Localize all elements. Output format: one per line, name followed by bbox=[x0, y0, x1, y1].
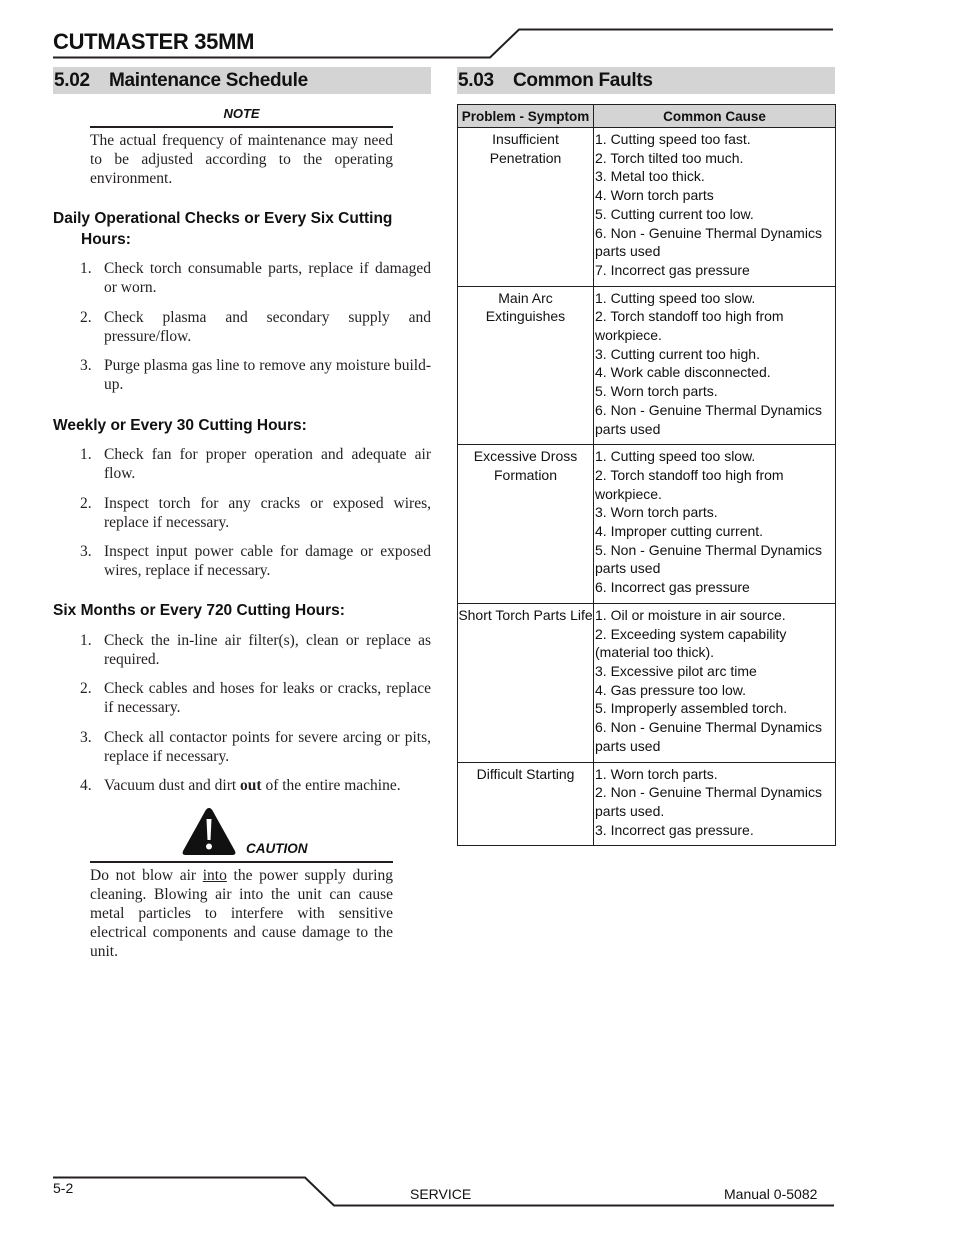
cause-line: 2. Exceeding system capability (material too thick). bbox=[595, 625, 787, 661]
list-item: 2. Inspect torch for any cracks or exposed wires, replace if necessary. bbox=[80, 495, 431, 531]
cause-line: 2. Non - Genuine Thermal Dynamics parts used. bbox=[595, 784, 822, 819]
caution-text: Do not blow air into the power supply during cleaning. Blowing air into the unit can cause metal particles to interfere with sensitive electrical components and cause damage to the unit. bbox=[90, 867, 393, 960]
cause-line: 1. Cutting speed too slow. bbox=[595, 448, 756, 465]
symptom-line: Main Arc bbox=[498, 289, 553, 306]
list-item: 1. Check torch consumable parts, replace if damaged or worn. bbox=[80, 260, 431, 296]
page-number: 5-2 bbox=[53, 1180, 74, 1196]
cause-cell bbox=[594, 603, 836, 762]
cause-line: 5. Improperly assembled torch. bbox=[595, 700, 788, 717]
note-text: The actual frequency of maintenance may need to be adjusted according to the operating environment. bbox=[90, 132, 393, 187]
manual-number: Manual 0-5082 bbox=[724, 1186, 818, 1202]
section-title: Common Faults bbox=[513, 70, 653, 91]
symptom-line: Insufficient bbox=[492, 131, 559, 147]
symptom-cell bbox=[458, 286, 594, 445]
table-row bbox=[458, 445, 836, 604]
cause-line: 4. Work cable disconnected. bbox=[595, 364, 771, 381]
cause-line: 1. Worn torch parts. bbox=[595, 765, 718, 782]
cause-line: 3. Incorrect gas pressure. bbox=[595, 821, 754, 838]
document-title: CUTMASTER 35MM bbox=[53, 29, 255, 54]
caution-divider bbox=[90, 861, 393, 863]
table-header-row bbox=[458, 105, 836, 128]
column-header-symptom: Problem - Symptom bbox=[458, 105, 594, 128]
cause-line: 6. Incorrect gas pressure bbox=[595, 579, 750, 596]
cause-line: 4. Gas pressure too low. bbox=[595, 681, 746, 698]
maintenance-section-header bbox=[53, 67, 431, 94]
footer-section-label: SERVICE bbox=[410, 1186, 472, 1202]
symptom-line: Difficult Starting bbox=[476, 765, 575, 782]
note-label: NOTE bbox=[223, 106, 260, 121]
symptom-cell bbox=[458, 445, 594, 604]
list-item: 2. Check plasma and secondary supply and pressure/flow. bbox=[80, 309, 431, 345]
faults-table-body bbox=[458, 128, 836, 846]
caution-label: CAUTION bbox=[246, 841, 308, 856]
section-title: Maintenance Schedule bbox=[109, 70, 308, 91]
cause-line: 3. Excessive pilot arc time bbox=[595, 662, 757, 679]
symptom-line: Excessive Dross bbox=[473, 448, 578, 465]
symptom-line: Extinguishes bbox=[485, 308, 566, 325]
cause-line: 6. Non - Genuine Thermal Dynamics parts used bbox=[595, 224, 822, 260]
cause-cell bbox=[594, 762, 836, 846]
cause-line: 3. Worn torch parts. bbox=[595, 504, 718, 521]
list-item: 2. Check cables and hoses for leaks or cracks, replace if necessary. bbox=[80, 680, 431, 716]
table-row bbox=[458, 286, 836, 445]
cause-cell bbox=[594, 286, 836, 445]
symptom-line: Penetration bbox=[489, 149, 562, 166]
column-header-cause: Common Cause bbox=[594, 105, 836, 128]
symptom-cell bbox=[458, 762, 594, 846]
table-row bbox=[458, 603, 836, 762]
list-item: 3. Check all contactor points for severe arcing or pits, replace if necessary. bbox=[80, 729, 431, 765]
note-divider bbox=[90, 126, 393, 128]
cause-line: 3. Cutting current too high. bbox=[595, 345, 760, 362]
cause-line: 5. Worn torch parts. bbox=[595, 383, 718, 400]
faults-section-header bbox=[457, 67, 835, 94]
symptom-line: Short Torch Parts Life bbox=[458, 606, 593, 623]
cause-cell bbox=[594, 128, 836, 287]
common-faults-table bbox=[457, 104, 836, 846]
table-row bbox=[458, 128, 836, 287]
section-number: 5.03 bbox=[458, 70, 494, 91]
list-item: 4. Vacuum dust and dirt out of the entire machine. bbox=[80, 777, 401, 794]
cause-line: 1. Cutting speed too slow. bbox=[595, 289, 756, 306]
cause-cell bbox=[594, 445, 836, 604]
six-month-checks-heading: Six Months or Every 720 Cutting Hours: bbox=[53, 602, 345, 619]
cause-line: 2. Torch standoff too high from workpiece. bbox=[595, 308, 784, 344]
section-number: 5.02 bbox=[54, 70, 90, 91]
cause-line: 1. Cutting speed too fast. bbox=[595, 131, 751, 147]
warning-triangle-icon bbox=[180, 805, 238, 857]
cause-line: 6. Non - Genuine Thermal Dynamics parts used bbox=[595, 401, 822, 437]
symptom-cell bbox=[458, 603, 594, 762]
weekly-checks-heading: Weekly or Every 30 Cutting Hours: bbox=[53, 417, 307, 434]
list-item: 3. Purge plasma gas line to remove any moisture build-up. bbox=[80, 357, 431, 393]
cause-line: 4. Improper cutting current. bbox=[595, 523, 764, 540]
list-item: 1. Check fan for proper operation and adequate air flow. bbox=[80, 446, 431, 482]
cause-line: 7. Incorrect gas pressure bbox=[595, 261, 750, 278]
cause-line: 6. Non - Genuine Thermal Dynamics parts used bbox=[595, 719, 822, 754]
cause-line: 5. Non - Genuine Thermal Dynamics parts used bbox=[595, 541, 822, 577]
daily-checks-heading: Daily Operational Checks or Every Six Cutting Hours: bbox=[53, 210, 393, 248]
cause-line: 5. Cutting current too low. bbox=[595, 205, 754, 222]
cause-line: 4. Worn torch parts bbox=[595, 187, 714, 204]
cause-line: 3. Metal too thick. bbox=[595, 168, 705, 185]
cause-line: 2. Torch tilted too much. bbox=[595, 149, 744, 166]
table-row bbox=[458, 762, 836, 846]
list-item: 3. Inspect input power cable for damage or exposed wires, replace if necessary. bbox=[80, 543, 431, 579]
cause-line: 2. Torch standoff too high from workpiece. bbox=[595, 466, 784, 502]
cause-line: 1. Oil or moisture in air source. bbox=[595, 606, 786, 623]
symptom-line: Formation bbox=[493, 466, 558, 483]
header-rule bbox=[53, 28, 838, 60]
list-item: 1. Check the in-line air filter(s), clean or replace as required. bbox=[80, 632, 431, 668]
symptom-cell bbox=[458, 128, 594, 287]
